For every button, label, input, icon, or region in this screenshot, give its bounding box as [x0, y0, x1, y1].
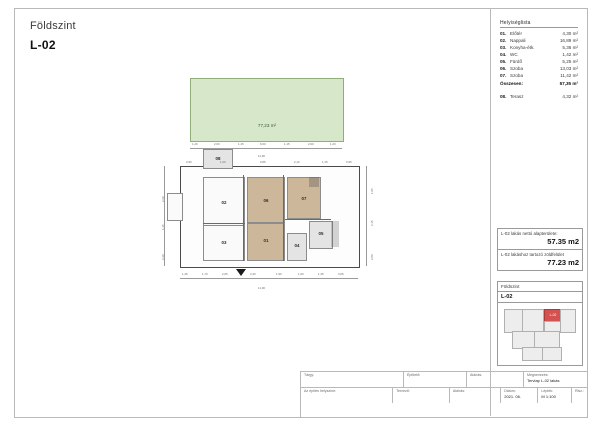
field-label: Tárgy:: [304, 373, 315, 377]
room-number-label: 03: [221, 240, 227, 245]
field-label: Építtető:: [407, 373, 421, 377]
title-block-row: [301, 372, 587, 388]
room-number: 03.: [500, 45, 507, 50]
entrance-arrow-icon: [236, 269, 246, 276]
page-title: [30, 20, 76, 52]
title-block-signature-2: [450, 388, 501, 403]
title-block-drawing-name: [524, 372, 587, 387]
dimension-text: 1,45: [182, 272, 188, 276]
dimension-text: 1,15: [284, 142, 290, 146]
key-plan-highlight-label: L-02: [549, 313, 557, 317]
opening-dimension-text: 0,90: [186, 160, 192, 164]
key-plan-block: [504, 309, 524, 333]
key-plan-block: [560, 309, 576, 333]
title-block-client: [404, 372, 467, 387]
dimension-line: [164, 166, 165, 266]
room-number-label: 08: [215, 156, 221, 161]
room-area: 4,32 m²: [562, 94, 578, 99]
room-05-bathroom: [309, 221, 333, 249]
unit-label: L-02: [30, 38, 56, 52]
title-block-designer: [393, 388, 450, 403]
field-label: Dátum:: [504, 389, 516, 393]
room-number-label: 04: [294, 243, 300, 248]
field-label: Rlsz.:: [575, 389, 584, 393]
dimension-text: 2,15: [370, 220, 374, 226]
sheet-vertical-divider: [490, 8, 491, 416]
dimension-text: 1,35: [318, 272, 324, 276]
opening-dimension-text: 1,15: [322, 160, 328, 164]
room-number-label: 01: [263, 238, 269, 243]
key-plan-block: [522, 347, 544, 361]
room-number: 04.: [500, 52, 507, 57]
room-number: 08.: [500, 94, 507, 99]
room-number-label: 02: [221, 200, 227, 205]
interior-wall: [203, 223, 245, 224]
room-number-label: 06: [263, 198, 269, 203]
room-schedule: [500, 20, 578, 100]
field-value: Tervlap L-02 lakás: [527, 378, 560, 383]
field-label: Lépték:: [541, 389, 554, 393]
field-value: M 1:100: [541, 394, 556, 399]
dimension-text: 3,05: [338, 272, 344, 276]
dimension-text: 1,90: [276, 272, 282, 276]
field-label: Tervező:: [396, 389, 410, 393]
room-01-hall: [247, 223, 285, 261]
dimension-text: 2,60: [308, 142, 314, 146]
field-value: 2021. 06.: [504, 394, 521, 399]
room-area: 5,36 m²: [562, 45, 578, 50]
room-area: 13,03 m²: [559, 66, 578, 71]
room-03-kitchen: [203, 225, 245, 261]
garden-area-label: 77,23 m²: [257, 123, 277, 128]
title-block-row: [301, 388, 587, 403]
room-04-wc: [287, 233, 307, 261]
key-plan: [497, 281, 583, 366]
area-summary-net-value: 57.35 m2: [547, 237, 579, 246]
room-area: 16,89 m²: [559, 38, 578, 43]
area-summary-net-label: L-02 lakás nettó alapterülete:: [501, 231, 558, 236]
room-02-living: [203, 177, 245, 227]
interior-wall: [243, 175, 244, 261]
dimension-text: 1,15: [238, 142, 244, 146]
opening-dimension-text: 2,10: [294, 160, 300, 164]
floor-label: Földszint: [30, 20, 76, 32]
key-plan-block: [522, 309, 544, 333]
dimension-text: 2,80: [370, 254, 374, 260]
room-area: 4,30 m²: [562, 31, 578, 36]
schedule-total-row: [500, 80, 578, 88]
title-block: [300, 371, 587, 417]
schedule-total-area: 57,35 m²: [559, 81, 578, 86]
field-label: Aláírás:: [470, 373, 483, 377]
opening-dimension-text: 0,95: [346, 160, 352, 164]
room-08-terrace: [203, 149, 233, 169]
dimension-line: [366, 166, 367, 266]
table-row: [500, 44, 578, 51]
shaft-hatch: [309, 177, 319, 187]
table-row: [500, 30, 578, 37]
key-plan-graphic: [498, 303, 582, 365]
room-name: Terasz: [510, 94, 524, 99]
interior-wall: [285, 219, 331, 220]
table-row: [500, 65, 578, 72]
room-name: Szoba: [510, 66, 524, 71]
area-summary-garden-label: L-02 lakáshoz tartozó zöldfelület: [501, 252, 564, 257]
table-row: [500, 51, 578, 58]
room-name: Fürdő: [510, 59, 523, 64]
room-number: 07.: [500, 73, 507, 78]
area-summary-garden: [498, 250, 582, 270]
title-block-sheet-number: [572, 388, 587, 403]
title-block-subject: [301, 372, 404, 387]
room-number: 06.: [500, 66, 507, 71]
dimension-text-overall: 11,90: [258, 154, 266, 158]
schedule-total-label: Összesen:: [500, 81, 523, 86]
opening-dimension-text: 0,85: [260, 160, 266, 164]
table-row: [500, 37, 578, 44]
dimension-text: 6,60: [260, 142, 266, 146]
room-number: 01.: [500, 31, 507, 36]
room-number: 05.: [500, 59, 507, 64]
dimension-text: 1,60: [298, 272, 304, 276]
dimension-text: 1,20: [330, 142, 336, 146]
room-schedule-title: Helyiséglista: [500, 20, 578, 28]
opening-dimension-text: 1,00: [220, 160, 226, 164]
room-name: Nappali: [510, 38, 526, 43]
title-block-date: [501, 388, 538, 403]
field-label: Aláírás:: [452, 389, 466, 393]
title-block-site: [301, 388, 393, 403]
dimension-text: 1,20: [192, 142, 198, 146]
room-name: Konyha-étk.: [510, 45, 535, 50]
dimension-text-overall: 11,90: [258, 286, 266, 290]
table-row: [500, 72, 578, 79]
garden-area: [190, 78, 344, 142]
table-row: [500, 93, 578, 100]
room-number: 02.: [500, 38, 507, 43]
title-block-signature-1: [467, 372, 524, 387]
room-name: WC: [510, 52, 518, 57]
room-area: 5,25 m²: [562, 59, 578, 64]
room-name: Előtér: [510, 31, 523, 36]
dimension-text: 2,60: [214, 142, 220, 146]
dimension-text: 2,20: [161, 254, 165, 260]
key-plan-block: [542, 347, 562, 361]
area-summary-garden-value: 77.23 m2: [547, 258, 579, 267]
dimension-line: [180, 278, 358, 279]
service-niche: [167, 193, 183, 221]
room-number-label: 07: [301, 196, 307, 201]
dimension-text: 2,05: [222, 272, 228, 276]
room-name: Szoba: [510, 73, 524, 78]
table-row: [500, 58, 578, 65]
room-area: 1,42 m²: [562, 52, 578, 57]
area-summary-net: [498, 229, 582, 250]
room-06-bedroom: [247, 177, 285, 223]
key-plan-unit-label: L-02: [498, 292, 582, 303]
shaft-hatch: [331, 221, 339, 247]
floor-plan: [150, 60, 390, 310]
area-summary: [497, 228, 583, 271]
field-label: Megnevezés:: [527, 373, 549, 377]
dimension-text: 1,05: [370, 188, 374, 194]
key-plan-floor-label: Földszint: [498, 282, 582, 292]
room-area: 11,42 m²: [560, 73, 578, 78]
dimension-text: 2,60: [161, 196, 165, 202]
room-number-label: 05: [318, 231, 324, 236]
dimension-text: 1,15: [161, 224, 165, 230]
dimension-text: 3,40: [250, 272, 256, 276]
interior-wall: [283, 175, 284, 261]
dimension-text: 1,70: [202, 272, 208, 276]
title-block-scale: [538, 388, 572, 403]
field-label: Az építés helyszíne:: [304, 389, 337, 393]
